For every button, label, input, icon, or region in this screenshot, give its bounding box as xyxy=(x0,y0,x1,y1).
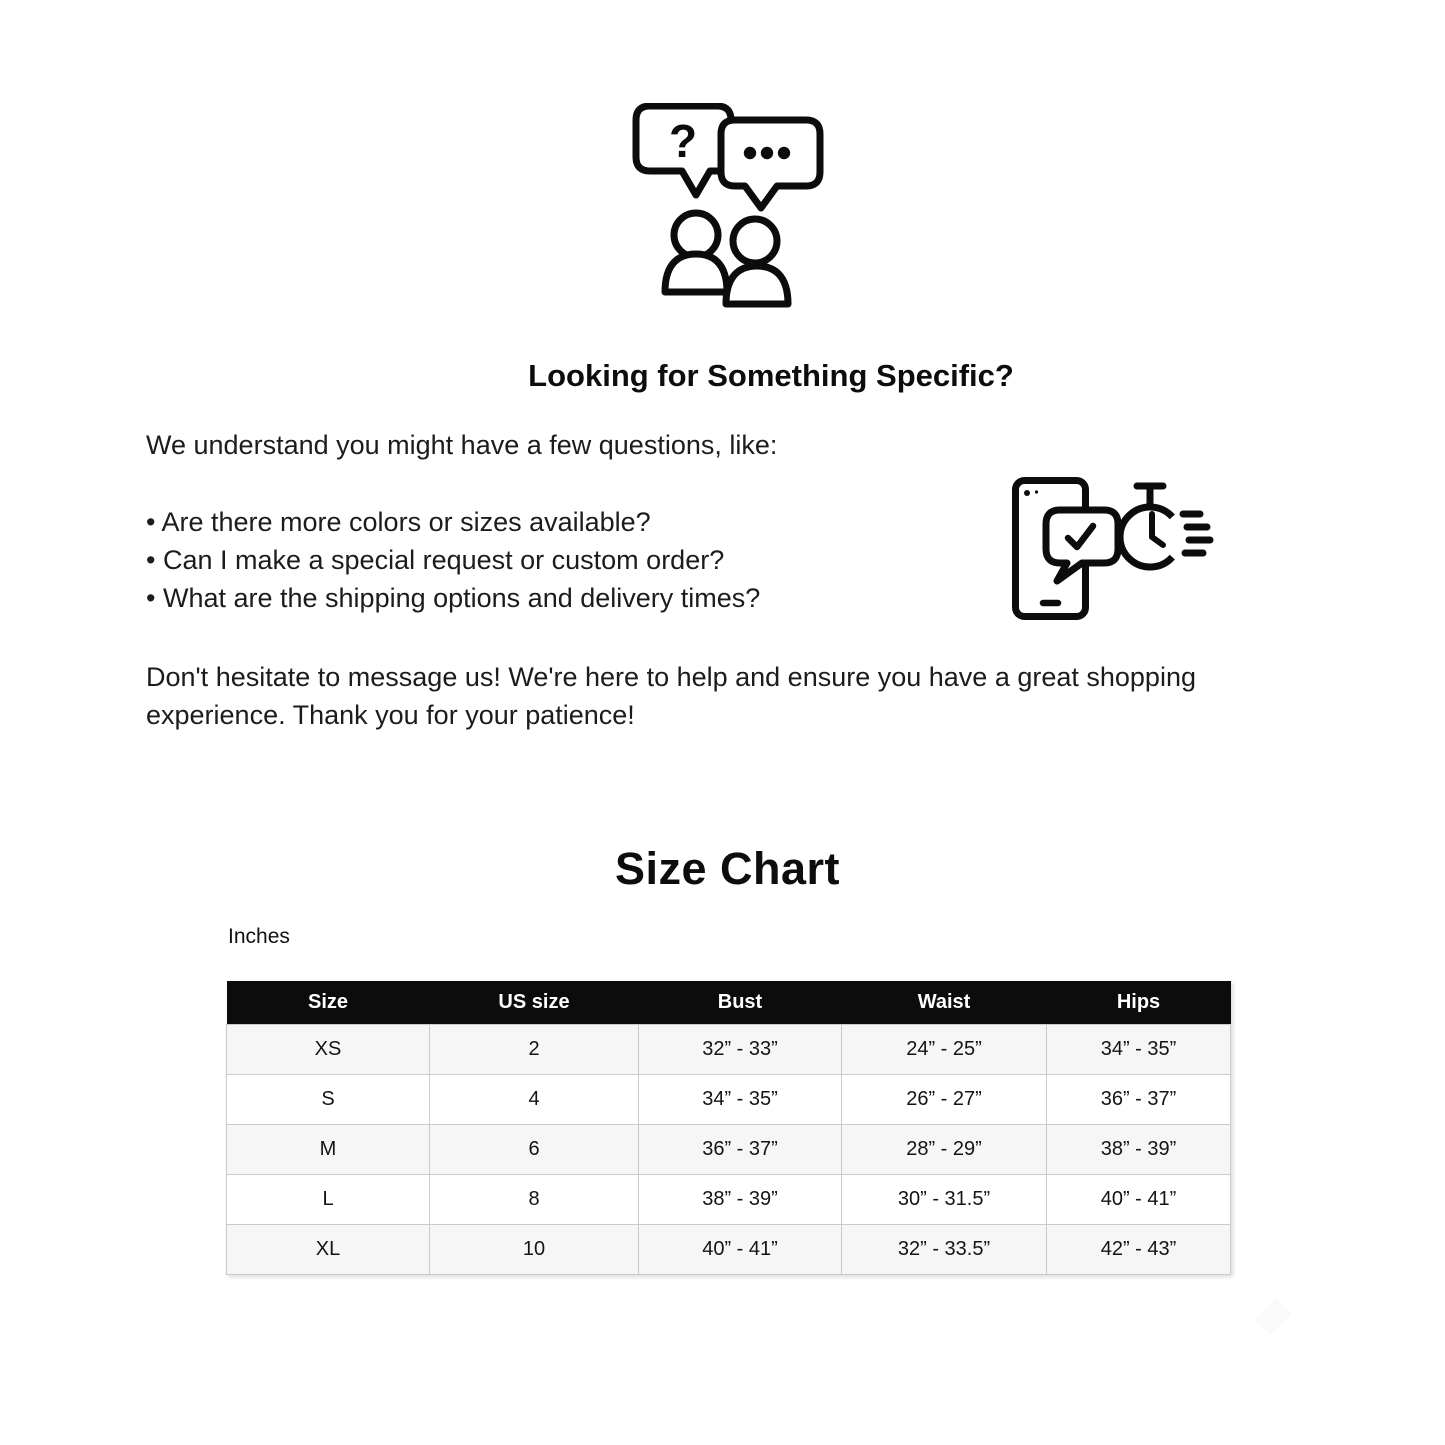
table-cell: 6 xyxy=(430,1125,639,1175)
stopwatch-dial xyxy=(1120,507,1172,567)
person-head xyxy=(733,219,777,263)
question-mark-glyph: ? xyxy=(668,115,698,167)
table-cell: XS xyxy=(227,1025,430,1075)
table-cell: XL xyxy=(227,1225,430,1275)
table-cell: 38” - 39” xyxy=(1047,1125,1231,1175)
col-header-hips: Hips xyxy=(1047,981,1231,1025)
help-section-title: Looking for Something Specific? xyxy=(528,358,1014,393)
intro-lead: We understand you might have a few questions, like: xyxy=(146,430,778,460)
table-cell: L xyxy=(227,1175,430,1225)
table-cell: 42” - 43” xyxy=(1047,1225,1231,1275)
table-row xyxy=(227,1225,1231,1275)
question-bullet-list xyxy=(146,503,1006,617)
table-row xyxy=(227,1175,1231,1225)
closing-text: Don't hesitate to message us! We're here to help and ensure you have a great shopping experience. Thank you for your patience! xyxy=(146,662,1196,730)
table-row xyxy=(227,1025,1231,1075)
table-cell: 34” - 35” xyxy=(1047,1025,1231,1075)
col-header-bust: Bust xyxy=(639,981,842,1025)
watermark-shape xyxy=(1255,1299,1292,1336)
table-cell: 4 xyxy=(430,1075,639,1125)
table-cell: 26” - 27” xyxy=(842,1075,1047,1125)
bullet-item: • Are there more colors or sizes available? xyxy=(146,507,651,537)
table-header-row xyxy=(227,981,1231,1025)
table-cell: M xyxy=(227,1125,430,1175)
table-cell: 40” - 41” xyxy=(639,1225,842,1275)
table-cell: 8 xyxy=(430,1175,639,1225)
table-cell: 36” - 37” xyxy=(1047,1075,1231,1125)
bullet-item: • What are the shipping options and delivery times? xyxy=(146,583,761,613)
table-cell: 32” - 33” xyxy=(639,1025,842,1075)
table-row xyxy=(227,1075,1231,1125)
table-cell: 32” - 33.5” xyxy=(842,1225,1047,1275)
people-chat-icon xyxy=(630,103,826,311)
table-cell: 38” - 39” xyxy=(639,1175,842,1225)
person-head xyxy=(674,213,718,257)
stopwatch-crown xyxy=(1137,486,1163,504)
person-body xyxy=(726,266,788,304)
phone-message-timer-icon xyxy=(1012,477,1217,623)
units-label: Inches xyxy=(228,925,290,948)
table-cell: 10 xyxy=(430,1225,639,1275)
bullet-item: • Can I make a special request or custom order? xyxy=(146,545,725,575)
table-cell: 30” - 31.5” xyxy=(842,1175,1047,1225)
table-cell: 2 xyxy=(430,1025,639,1075)
table-row xyxy=(227,1125,1231,1175)
table-cell: 24” - 25” xyxy=(842,1025,1047,1075)
size-chart-title: Size Chart xyxy=(614,843,841,894)
table-cell: 40” - 41” xyxy=(1047,1175,1231,1225)
size-chart-table xyxy=(226,981,1231,1275)
table-cell: 28” - 29” xyxy=(842,1125,1047,1175)
table-cell: 36” - 37” xyxy=(639,1125,842,1175)
table-cell: S xyxy=(227,1075,430,1125)
person-body xyxy=(665,254,727,292)
col-header-us-size: US size xyxy=(430,981,639,1025)
dots-bubble xyxy=(721,120,820,208)
table-cell: 34” - 35” xyxy=(639,1075,842,1125)
col-header-size: Size xyxy=(227,981,430,1025)
col-header-waist: Waist xyxy=(842,981,1047,1025)
